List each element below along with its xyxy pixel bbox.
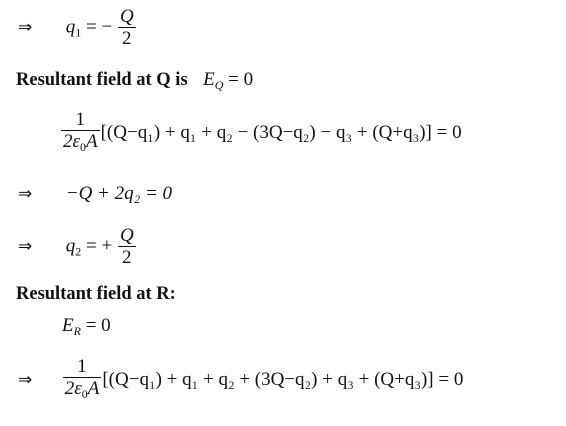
EQ-rhs: = 0 <box>223 69 254 90</box>
fraction-numerator: Q <box>119 225 134 246</box>
heading-resultant-field-Q <box>16 69 253 93</box>
EQ-subscript: Q <box>214 78 224 92</box>
ER-subscript: R <box>73 324 81 338</box>
q1-equals-minus: = − <box>81 16 113 38</box>
fraction-denominator: 2 <box>118 27 136 50</box>
fraction-numerator: 1 <box>75 109 86 130</box>
bracket-expression: [(Q−q₁) + q₁ + q₂ − (3Q−q₂) − q₃ + (Q+q₃)] = 0 <box>100 121 462 143</box>
q1-subscript: 1 <box>75 25 82 40</box>
equation-q1 <box>18 6 137 50</box>
fraction-denominator <box>61 130 100 158</box>
implies-arrow: ⇒ <box>18 17 33 38</box>
one-over-2eps0A-fraction <box>63 356 102 405</box>
den-A: A <box>87 378 100 399</box>
equation-simplify <box>18 183 172 205</box>
q2-subscript: 2 <box>75 244 82 259</box>
den-subscript: 0 <box>81 387 88 401</box>
equation-field-Q <box>60 109 462 158</box>
simplify-expression: −Q + 2q₂ = 0 <box>65 183 173 204</box>
den-subscript: 0 <box>80 140 86 154</box>
fraction-numerator: Q <box>119 6 134 27</box>
den-A: A <box>86 131 98 152</box>
q2-symbol: q <box>65 235 76 257</box>
implies-arrow: ⇒ <box>18 369 33 390</box>
equation-ER <box>62 315 111 339</box>
den-2eps: 2ε <box>64 378 82 399</box>
equation-field-R <box>18 356 463 405</box>
ER-rhs: = 0 <box>80 315 111 336</box>
implies-arrow: ⇒ <box>18 236 33 257</box>
q-over-2-fraction <box>118 225 136 269</box>
ER-symbol: E <box>62 315 74 336</box>
heading-text: Resultant field at R: <box>16 284 176 304</box>
implies-arrow: ⇒ <box>18 184 33 204</box>
EQ-symbol: E <box>203 69 215 90</box>
bracket-expression: [(Q−q₁) + q₁ + q₂ + (3Q−q₂) + q₃ + (Q+q₃)] = 0 <box>102 368 464 390</box>
equation-q2 <box>18 225 137 269</box>
q2-equals-plus: = + <box>81 235 113 257</box>
one-over-2eps0A-fraction <box>61 109 100 158</box>
q1-symbol: q <box>65 16 76 38</box>
heading-text: Resultant field at Q is <box>16 70 188 90</box>
fraction-denominator <box>63 377 102 405</box>
q-over-2-fraction <box>118 6 136 50</box>
fraction-denominator: 2 <box>118 246 136 269</box>
den-2eps: 2ε <box>63 131 80 152</box>
heading-resultant-field-R <box>16 283 176 305</box>
fraction-numerator: 1 <box>77 356 87 377</box>
